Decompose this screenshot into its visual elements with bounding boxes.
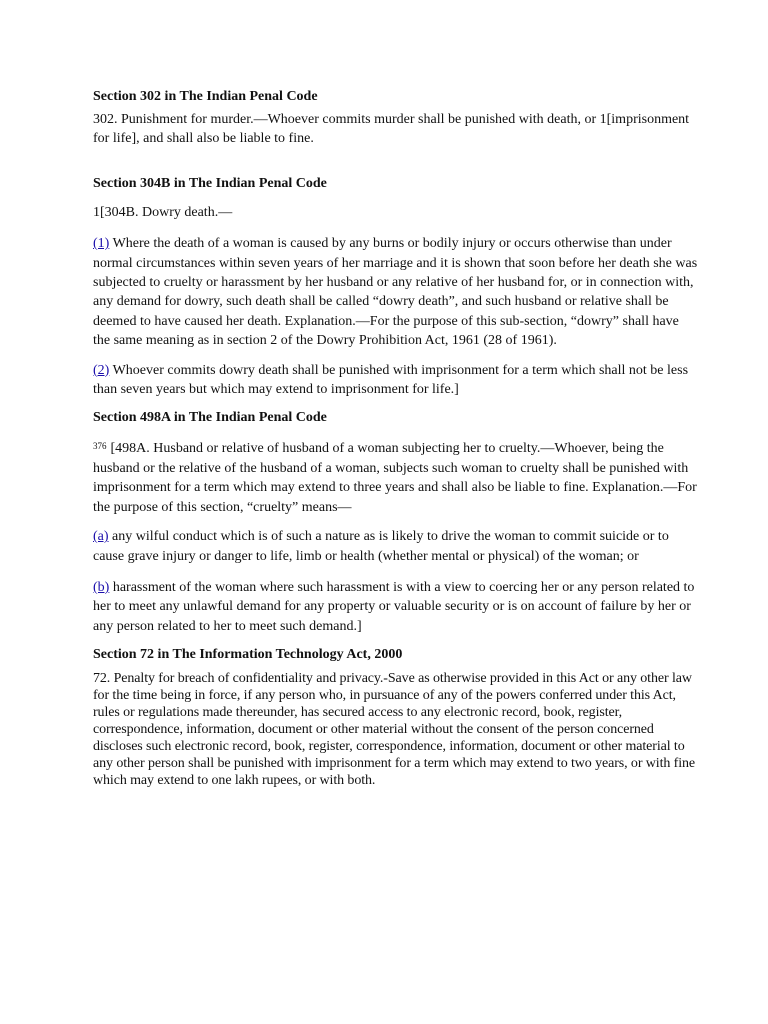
section-304b-clause-2 <box>93 361 698 400</box>
section-302-heading: Section 302 in The Indian Penal Code <box>93 89 318 104</box>
section-302-body: 302. Punishment for murder.—Whoever commits murder shall be punished with death, or 1[imprisonment for life], and shall also be liable to fine. <box>93 112 690 147</box>
clause-a-link[interactable]: (a) <box>93 529 109 545</box>
section-498a-heading: Section 498A in The Indian Penal Code <box>93 410 327 426</box>
clause-2-text: Whoever commits dowry death shall be punished with imprisonment for a term which shall not be less than seven years but which may extend to imprisonment for life.] <box>93 362 689 398</box>
clause-1-text: Where the death of a woman is caused by any burns or bodily injury or occurs otherwise than under normal circumstances within seven years of her marriage and it is shown that soon before her death she was subjected to cruelty or harassment by her husband or any relative of her husband for, or in connection with, any demand for dowry, such death shall be called “dowry death”, and such husband or relative shall be deemed to have caused her death. Explanation.—For the purpose of this sub-section, “dowry” shall have the same meaning as in section 2 of the Dowry Prohibition Act, 1961 (28 of 1961). <box>93 236 698 349</box>
section-304b-intro: 1[304B. Dowry death.— <box>93 204 233 220</box>
section-72-body: 72. Penalty for breach of confidentiality and privacy.-Save as otherwise provided in this Act or any other law for the time being in force, if any person who, in pursuance of any of the powers conferred under this Act, rules or regulations made thereunder, has secured access to any electronic record, book, register, correspondence, information, document or other material without the consent of the person concerned discloses such electronic record, book, register, correspondence, information, document or other material to any other person shall be punished with imprisonment for a term which may extend to two years, or with fine which may extend to one lakh rupees, or with both. <box>93 671 696 789</box>
clause-b-text: harassment of the woman where such harassment is with a view to coercing her or any person related to her to meet any unlawful demand for any property or valuable security or is on account of failure by her or any person related to her to meet such demand.] <box>93 579 695 634</box>
clause-a-text: any wilful conduct which is of such a nature as is likely to drive the woman to commit suicide or to cause grave injury or danger to life, limb or health (whether mental or physical) of the woman; or <box>93 529 669 564</box>
section-498a-intro-text: [498A. Husband or relative of husband of a woman subjecting her to cruelty.—Whoever, being the husband or the relative of the husband of a woman, subjects such woman to cruelty shall be punished with imprisonment for a term which may extend to three years and shall also be liable to fine. Explanation.—For the purpose of this section, “cruelty” means— <box>93 441 697 515</box>
clause-2-link[interactable]: (2) <box>93 362 110 378</box>
clause-b-link[interactable]: (b) <box>93 579 110 595</box>
section-498a-clause-b <box>93 578 698 636</box>
clause-1-link[interactable]: (1) <box>93 236 110 252</box>
section-498a-clause-a <box>93 527 698 566</box>
section-72-heading: Section 72 in The Information Technology Act, 2000 <box>93 647 403 663</box>
section-304b-clause-1 <box>93 234 698 350</box>
footnote-marker: 376 <box>93 441 107 452</box>
section-304b-heading: Section 304B in The Indian Penal Code <box>93 175 327 191</box>
section-498a-intro <box>93 439 698 517</box>
